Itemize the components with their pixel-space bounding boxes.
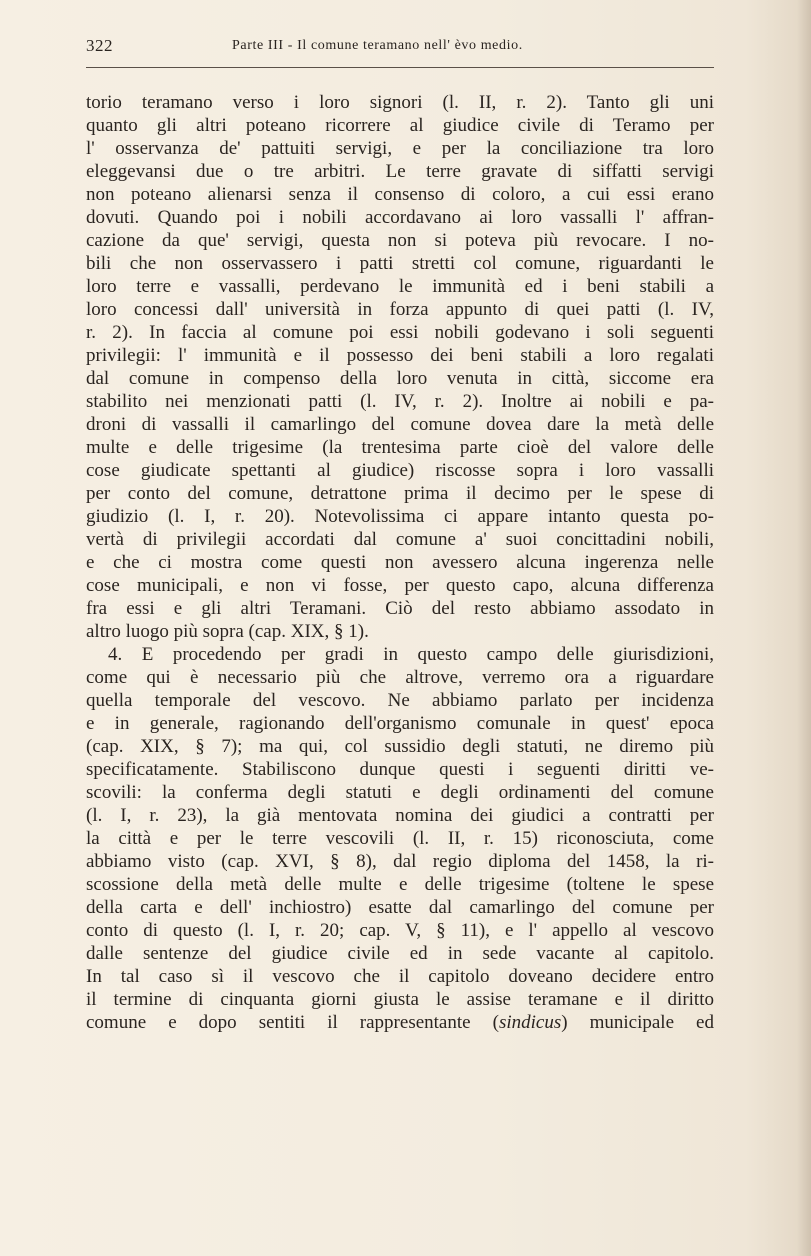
text-line: torio teramano verso i loro signori (l. II, r. 2). Tanto gli uni (86, 92, 714, 113)
text-line: multe e delle trigesime (la trentesima parte cioè del valore delle (86, 437, 714, 458)
text-line: vertà di privilegii accordati dal comune a' suoi concittadini nobili, (86, 529, 714, 550)
text-line: scovili: la conferma degli statuti e degli ordinamenti del comune (86, 782, 714, 803)
text-line: privilegii: l' immunità e il possesso dei beni stabili a loro regalati (86, 345, 714, 366)
text-line: come qui è necessario più che altrove, verremo ora a riguardare (86, 667, 714, 688)
text-line: cose municipali, e non vi fosse, per questo capo, alcuna differenza (86, 575, 714, 596)
text-line: droni di vassalli il camarlingo del comune dovea dare la metà delle (86, 414, 714, 435)
text-line: dalle sentenze del giudice civile ed in sede vacante al capitolo. (86, 943, 714, 964)
text-line: altro luogo più sopra (cap. XIX, § 1). (86, 621, 369, 642)
text-line: In tal caso sì il vescovo che il capitolo doveano decidere entro (86, 966, 714, 987)
text-line: quanto gli altri poteano ricorrere al giudice civile di Teramo per (86, 115, 714, 136)
text-line: dovuti. Quando poi i nobili accordavano ai loro vassalli l' affran- (86, 207, 714, 228)
page-number: 322 (86, 36, 113, 55)
text-line: loro terre e vassalli, perdevano le immunità ed i beni stabili a (86, 276, 714, 297)
text-line: la città e per le terre vescovili (l. II, r. 15) riconosciuta, come (86, 828, 714, 849)
header-rule (86, 67, 714, 68)
text-line: dal comune in compenso della loro venuta in città, siccome era (86, 368, 714, 389)
text-line: quella temporale del vescovo. Ne abbiamo parlato per incidenza (86, 690, 714, 711)
text-line: e in generale, ragionando dell'organismo comunale in quest' epoca (86, 713, 714, 734)
text-line: della carta e dell' inchiostro) esatte dal camarlingo del comune per (86, 897, 714, 918)
text-line: eleggevansi due o tre arbitri. Le terre gravate di siffatti servigi (86, 161, 714, 182)
text-line: specificatamente. Stabiliscono dunque questi i seguenti diritti ve- (86, 759, 714, 780)
text-line: cose giudicate spettanti al giudice) riscosse sopra i loro vassalli (86, 460, 714, 481)
latin-term: sindicus (498, 1012, 562, 1033)
text-line: conto di questo (l. I, r. 20; cap. V, § 11), e l' appello al vescovo (86, 920, 714, 941)
running-head: Parte III - Il comune teramano nell' èvo medio. (232, 38, 523, 53)
text-line: bili che non osservassero i patti stretti col comune, riguardanti le (86, 253, 714, 274)
page-edge-shadow (797, 0, 811, 1256)
text-line: abbiamo visto (cap. XVI, § 8), dal regio diploma del 1458, la ri- (86, 851, 714, 872)
text-line: r. 2). In faccia al comune poi essi nobili godevano i soli seguenti (86, 322, 714, 343)
text-line: il termine di cinquanta giorni giusta le assise teramane e il diritto (86, 989, 714, 1010)
text-line: e che ci mostra come questi non avessero alcuna ingerenza nelle (86, 552, 714, 573)
text-line: stabilito nei menzionati patti (l. IV, r. 2). Inoltre ai nobili e pa- (86, 391, 714, 412)
text-line: (cap. XIX, § 7); ma qui, col sussidio degli statuti, ne diremo più (86, 736, 714, 757)
text-line: comune e dopo sentiti il rappresentante (sindicus) municipale ed (86, 1012, 714, 1033)
text-line: per conto del comune, detrattone prima il decimo per le spese di (86, 483, 714, 504)
text-line: l' osservanza de' pattuiti servigi, e per la conciliazione tra loro (86, 138, 714, 159)
text-line: 4. E procedendo per gradi in questo campo delle giurisdizioni, (108, 644, 714, 665)
text-line: fra essi e gli altri Teramani. Ciò del resto abbiamo assodato in (86, 598, 714, 619)
text-line: giudizio (l. I, r. 20). Notevolissima ci appare intanto questa po- (86, 506, 714, 527)
page-header (86, 36, 714, 68)
text-line: cazione da que' servigi, questa non si poteva più revocare. I no- (86, 230, 714, 251)
text-line: scossione della metà delle multe e delle trigesime (toltene le spese (86, 874, 714, 895)
text-line: loro concessi dall' università in forza appunto di quei patti (l. IV, (86, 299, 714, 320)
text-line: (l. I, r. 23), la già mentovata nomina dei giudici a contratti per (86, 805, 714, 826)
body-text (86, 91, 714, 1034)
text-line: non poteano alienarsi senza il consenso di coloro, a cui essi erano (86, 184, 714, 205)
